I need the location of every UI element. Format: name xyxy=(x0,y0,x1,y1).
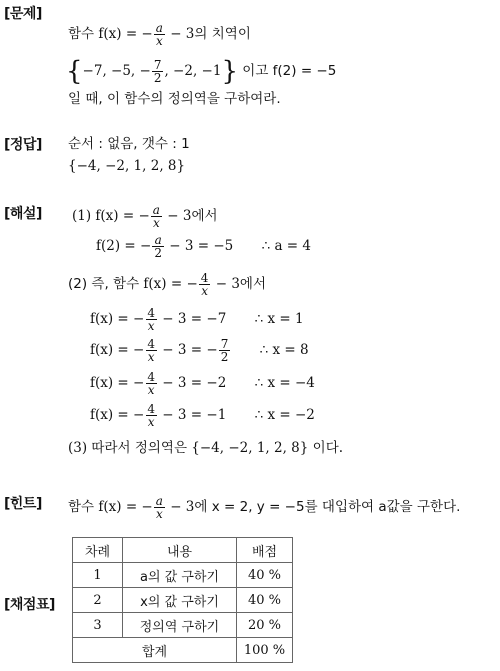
solution-row-4: f(x) = − $\frac{4}{x}$ − 3 = −1 ∴ x = −2 xyxy=(90,402,315,429)
table-header-cell: 배점 xyxy=(237,538,293,563)
solution-label: [해설] xyxy=(4,206,42,222)
table-header-row xyxy=(73,538,293,563)
total-value-cell: 100 % xyxy=(237,638,293,663)
solution-step1b: f(2) = − $\frac{a}{2}$ − 3 = −5 ∴ a = 4 xyxy=(96,233,311,260)
problem-label: [문제] xyxy=(4,6,42,22)
table-header-cell: 차례 xyxy=(73,538,123,563)
hint-label: [힌트] xyxy=(4,496,42,512)
table-cell: 3 xyxy=(73,613,123,638)
hint-line: 함수 f(x) = − $\frac{a}{x}$ − 3에 x = 2, y = −5를 대입하여 a값을 구한다. xyxy=(68,494,461,521)
solution-row-1: f(x) = − $\frac{4}{x}$ − 3 = −7 ∴ x = 1 xyxy=(90,306,304,333)
table-row xyxy=(73,588,293,613)
scoring-label: [채점표] xyxy=(4,597,55,613)
solution-step3: (3) 따라서 정의역은 {−4, −2, 1, 2, 8} 이다. xyxy=(68,440,344,456)
total-label-cell: 합계 xyxy=(73,638,237,663)
answer-line-2: {−4, −2, 1, 2, 8} xyxy=(68,158,186,174)
table-cell: x의 값 구하기 xyxy=(123,588,237,613)
solution-step2: (2) 즉, 함수 f(x) = − $\frac{4}{x}$ − 3에서 xyxy=(68,271,267,298)
problem-line-3: 일 때, 이 함수의 정의역을 구하여라. xyxy=(68,91,281,107)
solution-step1: (1) f(x) = − $\frac{a}{x}$ − 3에서 xyxy=(72,203,218,230)
problem-line-1: 함수 f(x) = − $\frac{a}{x}$ − 3의 치역이 xyxy=(68,21,251,48)
table-cell: 1 xyxy=(73,563,123,588)
solution-row-3: f(x) = − $\frac{4}{x}$ − 3 = −2 ∴ x = −4 xyxy=(90,370,315,397)
table-cell: 20 % xyxy=(237,613,293,638)
table-row xyxy=(73,613,293,638)
table-cell: 40 % xyxy=(237,563,293,588)
table-total-row xyxy=(73,638,293,663)
solution-row-2: f(x) = − $\frac{4}{x}$ − 3 = − $\frac{7}{2}$ ∴ x = 8 xyxy=(90,337,309,364)
table-cell: a의 값 구하기 xyxy=(123,563,237,588)
scoring-table xyxy=(72,537,293,663)
table-cell: 40 % xyxy=(237,588,293,613)
table-cell: 2 xyxy=(73,588,123,613)
problem-line-2: {−7, −5, − $\frac{7}{2}$ , −2, −1} 이고 f(2) = −5 xyxy=(66,56,337,87)
table-header-cell: 내용 xyxy=(123,538,237,563)
table-row xyxy=(73,563,293,588)
answer-label: [정답] xyxy=(4,137,42,153)
answer-line-1: 순서 : 없음, 갯수 : 1 xyxy=(68,136,190,152)
table-cell: 정의역 구하기 xyxy=(123,613,237,638)
